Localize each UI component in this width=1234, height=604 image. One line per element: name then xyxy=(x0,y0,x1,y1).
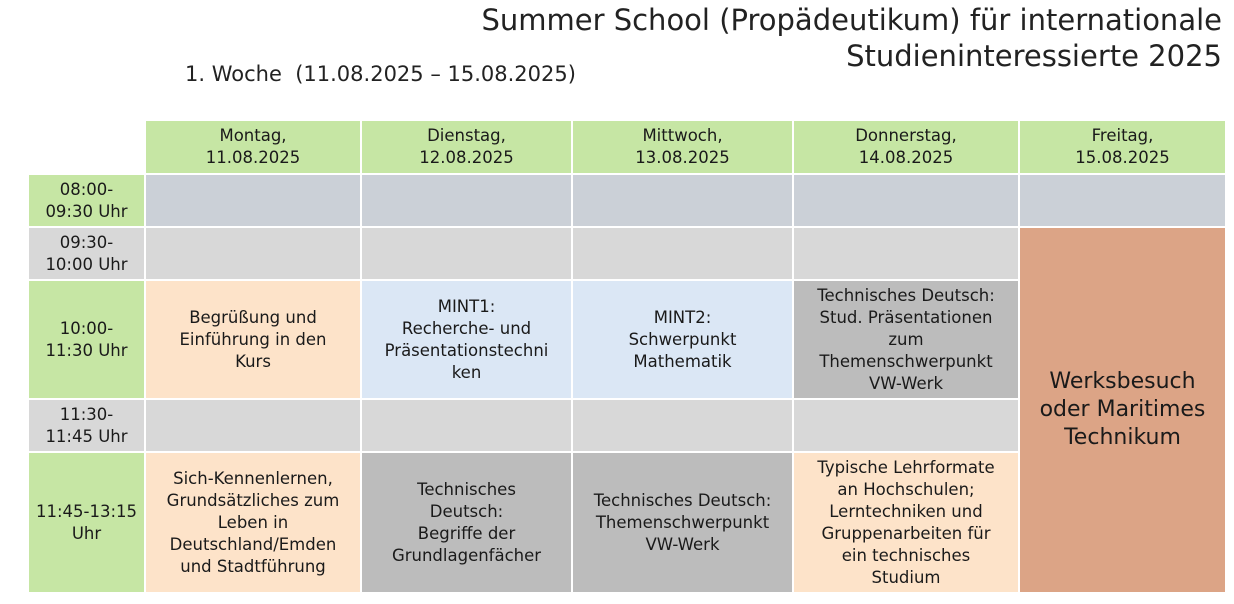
table-row xyxy=(28,174,1226,227)
session-monday-1000: Begrüßung und Einführung in den Kurs xyxy=(145,280,361,399)
session-tuesday-1000: MINT1: Recherche- und Präsentationstechni ken xyxy=(361,280,572,399)
session-friday-factory-visit: Werksbesuch oder Maritimes Technikum xyxy=(1019,227,1226,593)
empty-slot xyxy=(572,174,793,227)
day-header-wednesday: Mittwoch, 13.08.2025 xyxy=(572,120,793,174)
header-row xyxy=(28,120,1226,174)
time-slot-1130: 11:30- 11:45 Uhr xyxy=(28,399,145,452)
break-slot xyxy=(572,227,793,280)
session-monday-1145: Sich-Kennenlernen, Grundsätzliches zum Leben in Deutschland/Emden und Stadtführung xyxy=(145,452,361,593)
day-header-tuesday: Dienstag, 12.08.2025 xyxy=(361,120,572,174)
empty-slot xyxy=(361,174,572,227)
title-line-2: Studieninteressierte 2025 xyxy=(846,39,1222,73)
break-slot xyxy=(361,227,572,280)
day-header-monday: Montag, 11.08.2025 xyxy=(145,120,361,174)
schedule-table xyxy=(27,119,1227,594)
session-thursday-1000: Technisches Deutsch: Stud. Präsentationen zum Themenschwerpunkt VW-Werk xyxy=(793,280,1019,399)
session-wednesday-1145: Technisches Deutsch: Themenschwerpunkt VW-Werk xyxy=(572,452,793,593)
day-header-friday: Freitag, 15.08.2025 xyxy=(1019,120,1226,174)
empty-slot xyxy=(145,174,361,227)
empty-slot xyxy=(793,174,1019,227)
day-header-thursday: Donnerstag, 14.08.2025 xyxy=(793,120,1019,174)
session-thursday-1145: Typische Lehrformate an Hochschulen; Lerntechniken und Gruppenarbeiten für ein technisches Studium xyxy=(793,452,1019,593)
break-slot xyxy=(793,399,1019,452)
corner-cell xyxy=(28,120,145,174)
time-slot-0930: 09:30- 10:00 Uhr xyxy=(28,227,145,280)
week-label: 1. Woche (11.08.2025 – 15.08.2025) xyxy=(185,62,576,86)
page-title xyxy=(481,2,1222,74)
break-slot xyxy=(145,227,361,280)
time-slot-1145: 11:45-13:15 Uhr xyxy=(28,452,145,593)
break-slot xyxy=(793,227,1019,280)
time-slot-1000: 10:00- 11:30 Uhr xyxy=(28,280,145,399)
break-slot xyxy=(361,399,572,452)
session-wednesday-1000: MINT2: Schwerpunkt Mathematik xyxy=(572,280,793,399)
empty-slot xyxy=(1019,174,1226,227)
session-tuesday-1145: Technisches Deutsch: Begriffe der Grundlagenfächer xyxy=(361,452,572,593)
table-row xyxy=(28,227,1226,280)
break-slot xyxy=(145,399,361,452)
time-slot-0800: 08:00- 09:30 Uhr xyxy=(28,174,145,227)
break-slot xyxy=(572,399,793,452)
title-line-1: Summer School (Propädeutikum) für internationale xyxy=(481,3,1222,37)
